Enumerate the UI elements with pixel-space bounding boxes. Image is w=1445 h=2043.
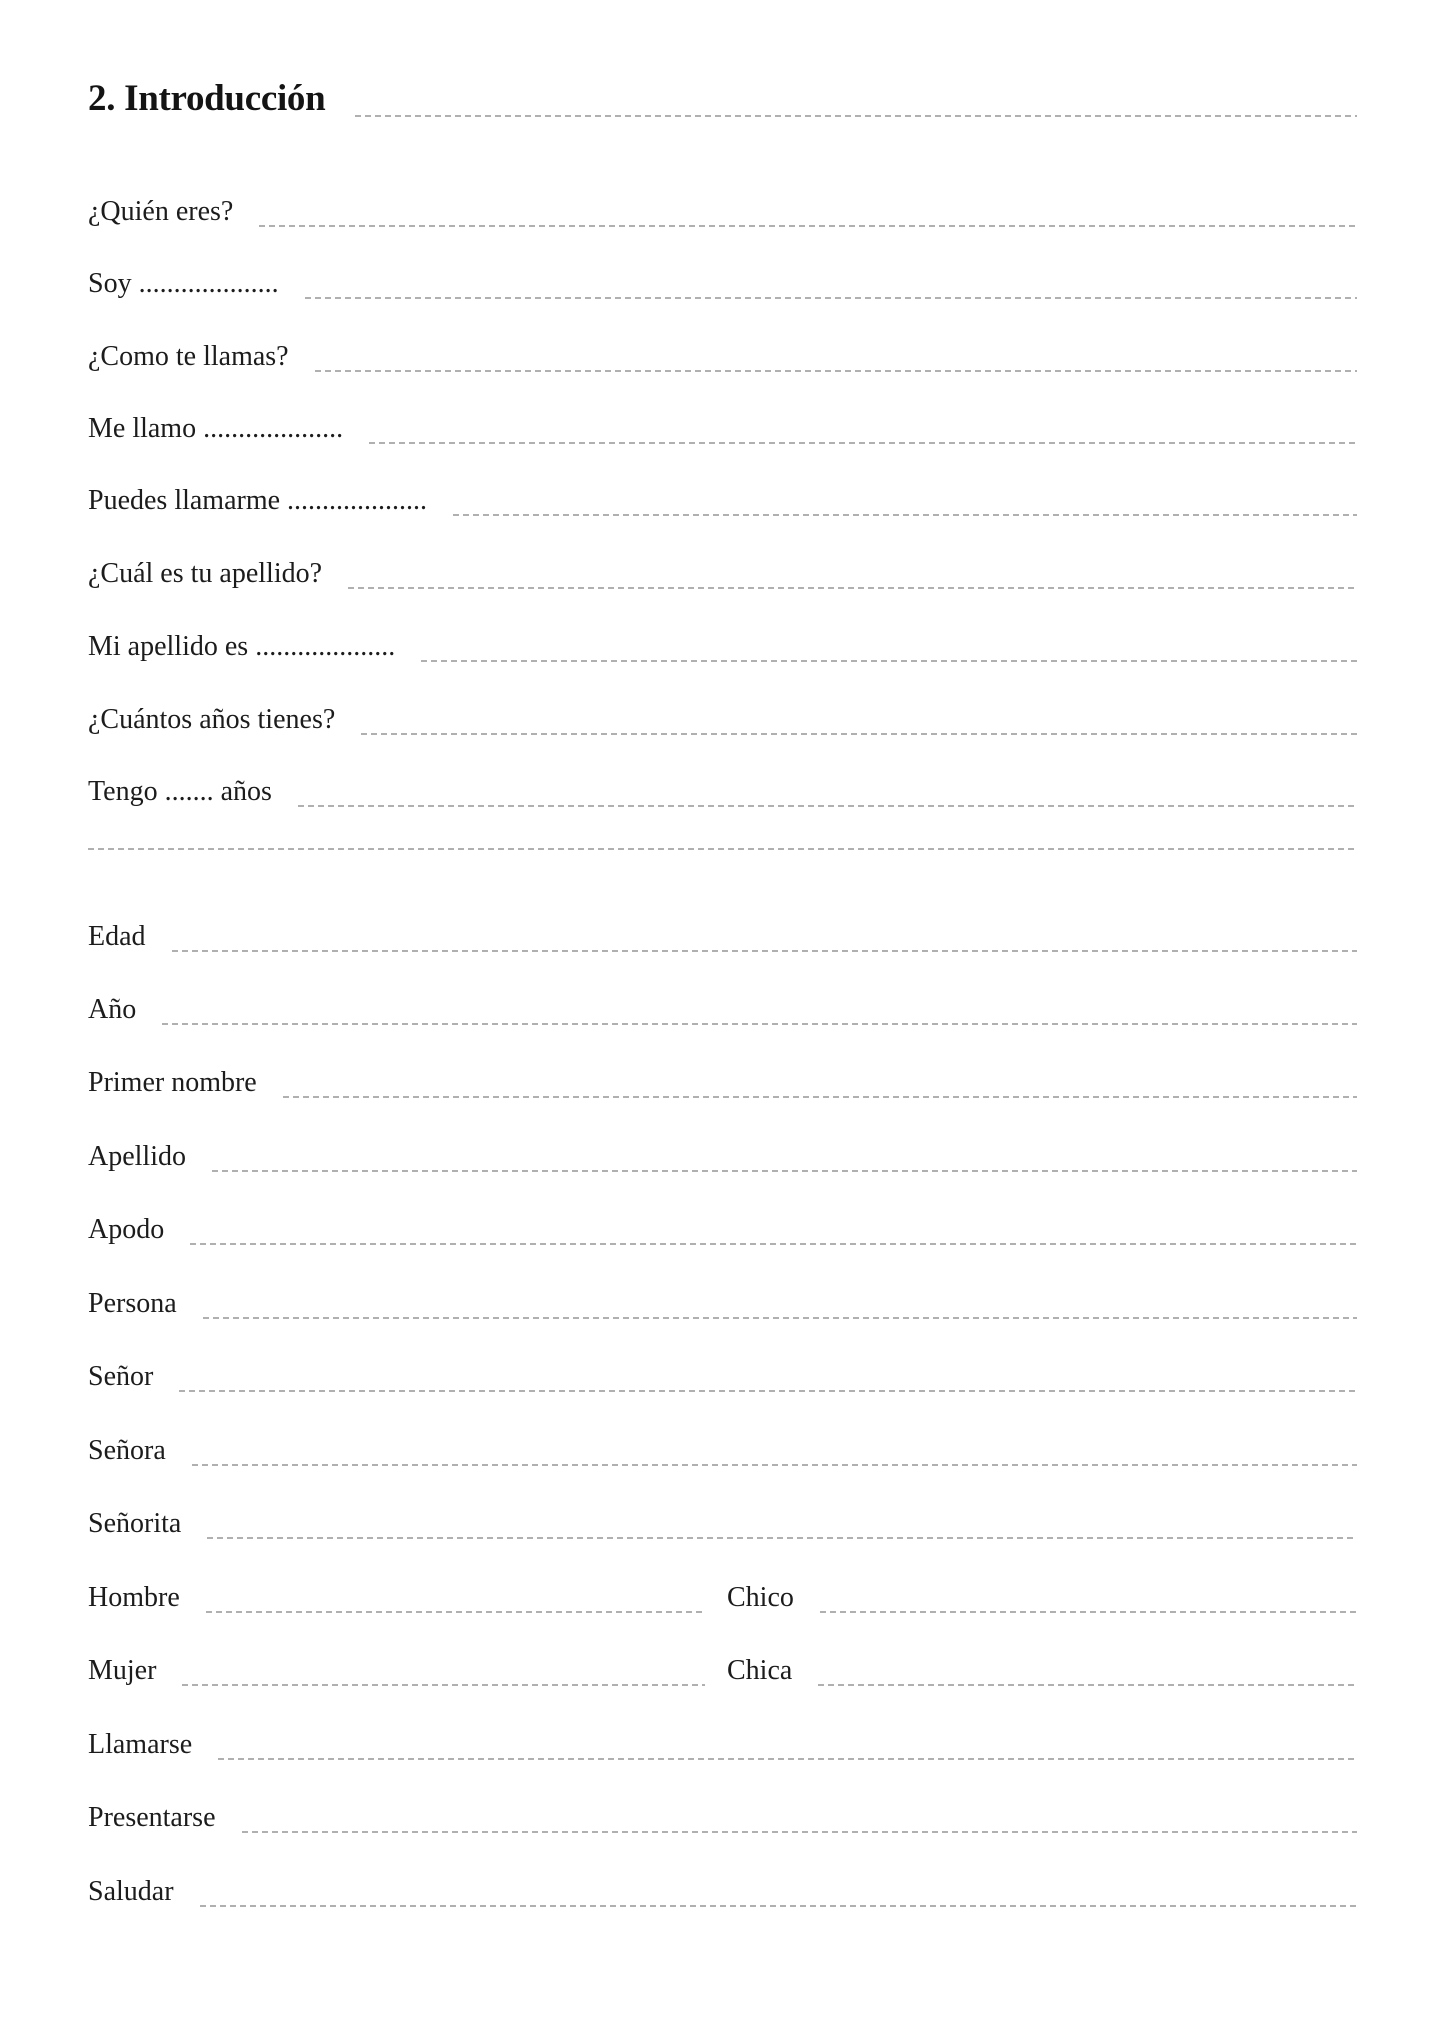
phrase-label: Tengo ....... años xyxy=(88,776,272,807)
dotted-fill-line xyxy=(818,1684,1357,1686)
phrase-row xyxy=(88,479,1357,523)
vocab-label: Apellido xyxy=(88,1141,186,1172)
vocab-pair-row xyxy=(88,1576,1357,1620)
vocab-label: Saludar xyxy=(88,1876,174,1907)
section-title: 2. Introducción xyxy=(88,78,326,119)
vocab-row xyxy=(88,1208,1357,1252)
dotted-fill-line xyxy=(212,1170,1357,1172)
dotted-fill-line xyxy=(172,950,1357,952)
vocab-label: Año xyxy=(88,994,137,1025)
phrase-label: Me llamo .................... xyxy=(88,413,344,444)
dotted-fill-line xyxy=(298,805,1357,807)
dotted-fill-line xyxy=(182,1684,705,1686)
vocab-row xyxy=(88,1061,1357,1105)
phrase-row xyxy=(88,770,1357,814)
phrase-label: ¿Quién eres? xyxy=(88,196,234,227)
dotted-fill-line xyxy=(88,848,1357,850)
phrase-label: Puedes llamarme .................... xyxy=(88,485,428,516)
vocab-label: Señora xyxy=(88,1435,166,1466)
vocab-label: Apodo xyxy=(88,1214,165,1245)
dotted-fill-line xyxy=(355,115,1357,117)
dotted-fill-line xyxy=(162,1023,1357,1025)
pair-right xyxy=(727,1576,1357,1620)
vocab-row xyxy=(88,1502,1357,1546)
dotted-fill-line xyxy=(348,587,1357,589)
vocab-row xyxy=(88,1429,1357,1473)
vocab-label: Edad xyxy=(88,921,146,952)
phrase-label: Soy .................... xyxy=(88,268,279,299)
vocab-label: Señorita xyxy=(88,1508,182,1539)
phrase-row xyxy=(88,698,1357,742)
dotted-fill-line xyxy=(820,1611,1357,1613)
vocab-pair-row xyxy=(88,1649,1357,1693)
phrase-row xyxy=(88,190,1357,234)
vocab-label: Señor xyxy=(88,1361,154,1392)
divider-row xyxy=(88,848,1357,857)
vocab-row xyxy=(88,1796,1357,1840)
dotted-fill-line xyxy=(218,1758,1357,1760)
dotted-fill-line xyxy=(207,1537,1357,1539)
dotted-fill-line xyxy=(179,1390,1357,1392)
phrase-row xyxy=(88,552,1357,596)
phrase-label: ¿Cuál es tu apellido? xyxy=(88,558,323,589)
vocab-label: Presentarse xyxy=(88,1802,216,1833)
phrase-label: Mi apellido es .................... xyxy=(88,631,396,662)
dotted-fill-line xyxy=(190,1243,1357,1245)
phrase-label: ¿Como te llamas? xyxy=(88,341,289,372)
dotted-fill-line xyxy=(361,733,1357,735)
dotted-fill-line xyxy=(242,1831,1357,1833)
pair-right xyxy=(727,1649,1357,1693)
dotted-fill-line xyxy=(305,297,1357,299)
section-title-row xyxy=(88,72,1357,126)
phrase-row xyxy=(88,407,1357,451)
dotted-fill-line xyxy=(192,1464,1357,1466)
vocab-label: Mujer xyxy=(88,1655,157,1686)
phrase-label: ¿Cuántos años tienes? xyxy=(88,704,336,735)
pair-left xyxy=(88,1576,705,1620)
vocab-row xyxy=(88,1870,1357,1914)
dotted-fill-line xyxy=(259,225,1357,227)
dotted-fill-line xyxy=(203,1317,1357,1319)
vocab-row xyxy=(88,988,1357,1032)
vocab-label: Persona xyxy=(88,1288,177,1319)
vocab-row xyxy=(88,1355,1357,1399)
vocab-row xyxy=(88,915,1357,959)
vocab-label: Primer nombre xyxy=(88,1067,257,1098)
dotted-fill-line xyxy=(369,442,1357,444)
vocab-label: Hombre xyxy=(88,1582,180,1613)
phrase-row xyxy=(88,625,1357,669)
vocab-label: Chica xyxy=(727,1655,793,1686)
dotted-fill-line xyxy=(206,1611,705,1613)
vocab-row xyxy=(88,1723,1357,1767)
phrase-row xyxy=(88,335,1357,379)
vocab-label: Chico xyxy=(727,1582,794,1613)
vocab-row xyxy=(88,1282,1357,1326)
phrase-row xyxy=(88,262,1357,306)
dotted-fill-line xyxy=(421,660,1357,662)
dotted-fill-line xyxy=(283,1096,1357,1098)
dotted-fill-line xyxy=(315,370,1357,372)
vocab-label: Llamarse xyxy=(88,1729,193,1760)
pair-left xyxy=(88,1649,705,1693)
dotted-fill-line xyxy=(200,1905,1357,1907)
vocab-row xyxy=(88,1135,1357,1179)
dotted-fill-line xyxy=(453,514,1357,516)
